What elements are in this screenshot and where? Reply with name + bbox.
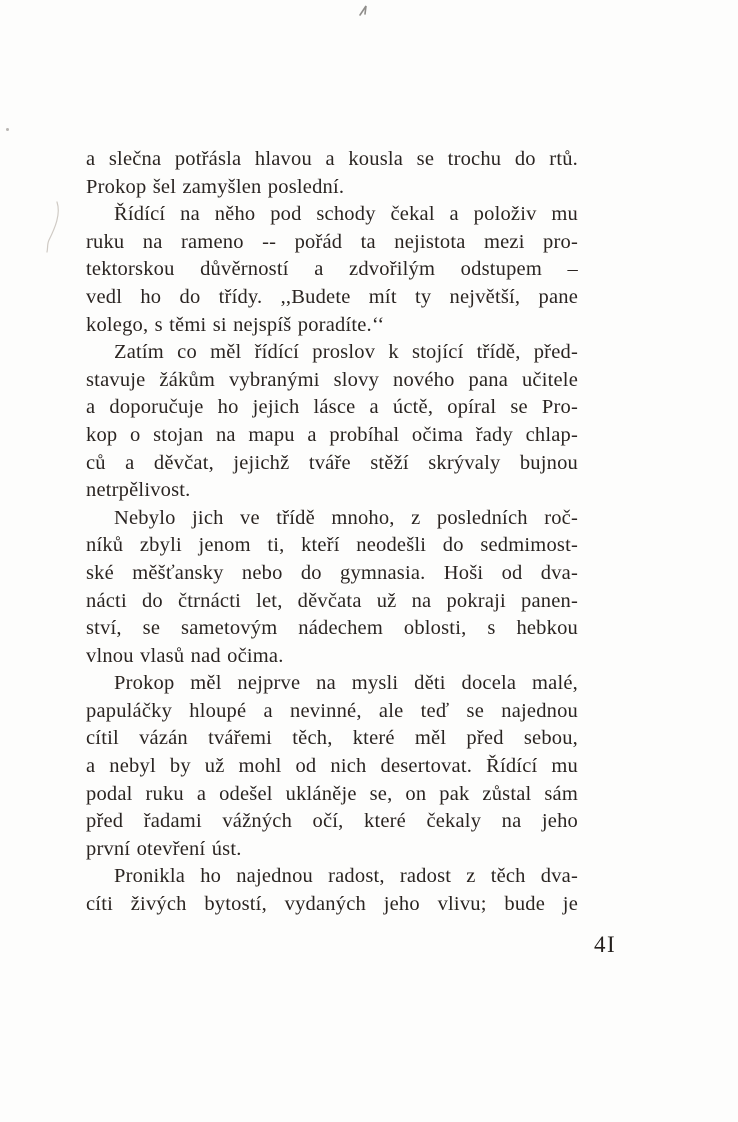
text-line: před řadami vážných očí, které čekaly na jeho (86, 810, 578, 833)
text-line: vlnou vlasů nad očima. (86, 644, 284, 667)
text-line: kop o stojan na mapu a probíhal očima řady chlap- (86, 423, 578, 446)
text-line: Pronikla ho najednou radost, radost z těch dva- (114, 865, 578, 888)
text-line: níků zbyli jenom ti, kteří neodešli do sedmimost- (86, 534, 578, 557)
text-line: Prokop šel zamyšlen poslední. (86, 175, 345, 198)
text-line: papuláčky hloupé a nevinné, ale teď se najednou (86, 699, 578, 722)
text-line: cítil vázán tvářemi těch, které měl před sebou, (86, 727, 578, 750)
page-number: 4I (594, 932, 617, 957)
text-line: tektorskou důvěrností a zdvořilým odstupem – (86, 258, 578, 281)
scan-speck (358, 4, 370, 18)
text-line: kolego, s těmi si nejspíš poradíte.‘‘ (86, 313, 385, 336)
text-block (86, 146, 578, 919)
text-line: vedl ho do třídy. ,,Budete mít ty největší, pane (86, 285, 578, 308)
text-line: Zatím co měl řídící proslov k stojící třídě, před- (114, 341, 578, 364)
text-line: a slečna potřásla hlavou a kousla se trochu do rtů. (86, 148, 578, 170)
text-line: ců a děvčat, jejichž tváře stěží skrývaly bujnou (86, 451, 578, 474)
text-line: ruku na rameno -- pořád ta nejistota mezi pro- (86, 230, 578, 253)
text-line: podal ruku a odešel ukláněje se, on pak zůstal sám (86, 782, 578, 805)
text-line: stavuje žákům vybranými slovy nového pana učitele (86, 368, 578, 391)
scan-dot (6, 128, 9, 131)
text-line: Nebylo jich ve třídě mnoho, z posledních roč- (114, 506, 578, 529)
text-line: a nebyl by už mohl od nich desertovat. Řídící mu (86, 755, 578, 778)
scan-scratch (44, 200, 62, 254)
text-line: cíti živých bytostí, vydaných jeho vlivu; bude je (86, 893, 578, 916)
text-line: a doporučuje ho jejich lásce a úctě, opíral se Pro- (86, 396, 578, 419)
text-line: Řídící na něho pod schody čekal a položiv mu (114, 203, 578, 226)
text-line: ské měšťansky nebo do gymnasia. Hoši od dva- (86, 561, 578, 584)
text-line: netrpělivost. (86, 479, 191, 502)
text-line: nácti do čtrnácti let, děvčata už na pokraji panen- (86, 589, 578, 612)
text-line: Prokop měl nejprve na mysli děti docela malé, (114, 672, 578, 695)
text-line: první otevření úst. (86, 837, 242, 860)
text-line: ství, se sametovým nádechem oblosti, s hebkou (86, 617, 578, 640)
